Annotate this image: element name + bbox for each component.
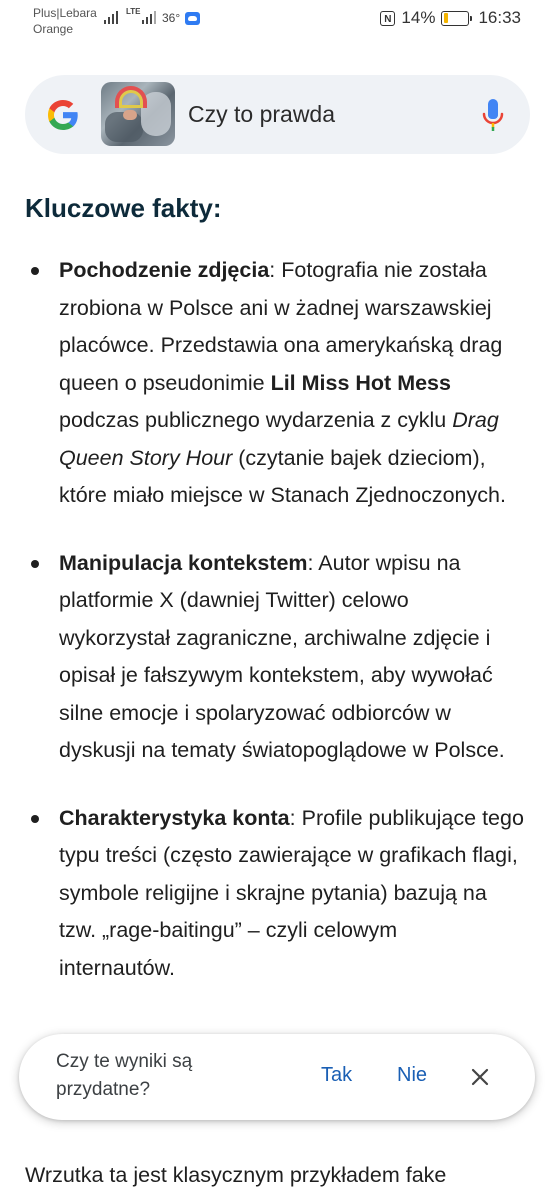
- fact-italic-title: Drag Queen Story Hour: [59, 408, 499, 470]
- status-bar: [0, 0, 554, 44]
- mic-icon[interactable]: [481, 97, 505, 133]
- bullet-icon: [31, 815, 39, 823]
- fact-bold-name: Lil Miss Hot Mess: [270, 370, 451, 395]
- section-title: Kluczowe fakty:: [25, 193, 222, 223]
- search-query[interactable]: Czy to prawda: [188, 101, 336, 127]
- article-content: [25, 190, 525, 1017]
- carrier-line-2: Orange: [33, 22, 74, 36]
- google-g-icon[interactable]: [45, 97, 81, 133]
- fact-label: Pochodzenie zdjęcia: [59, 258, 270, 282]
- feedback-no-button[interactable]: Nie: [397, 1064, 428, 1086]
- battery-icon: [441, 11, 469, 26]
- fact-text: podczas publicznego wydarzenia z cyklu: [59, 408, 453, 432]
- fact-item: [25, 800, 525, 988]
- battery-percent: 14%: [401, 8, 436, 27]
- fact-label: Manipulacja kontekstem: [59, 550, 308, 575]
- closing-paragraph: Wrzutka ta jest klasycznym przykładem fake: [25, 1163, 447, 1187]
- bullet-icon: [31, 560, 39, 568]
- nfc-icon: N: [380, 11, 395, 26]
- fact-text: (czytanie bajek dzieciom), które miało miejsce w Stanach Zjednoczonych.: [59, 445, 506, 507]
- feedback-yes-button[interactable]: Tak: [321, 1064, 353, 1086]
- fact-item: [25, 252, 525, 515]
- carrier-info: [33, 5, 97, 37]
- fact-text-hidden: internautów.: [59, 955, 175, 980]
- lte-icon: LTE: [126, 7, 141, 16]
- facts-list: [25, 252, 525, 987]
- carrier-line-1: Plus|Lebara: [33, 6, 97, 20]
- weather-cloud-icon: [185, 12, 200, 25]
- battery-fill: [444, 13, 448, 23]
- temperature: 36°: [162, 11, 181, 25]
- feedback-card: [19, 1034, 535, 1120]
- fact-text: : Fotografia nie została zrobiona w Polsce ani w żadnej warszawskiej placówce. Przedstawia ona amerykańską drag queen o pseudonimie: [59, 258, 503, 395]
- fact-text: : Autor wpisu na platformie X (dawniej Twitter) celowo wykorzystał zagraniczne, archiwalne zdjęcie i opisał je fałszywym kontekstem, aby wywołać silne emocje i spolaryzować odbiorców w dyskusji na tematy światopoglądowe w Polsce.: [59, 550, 505, 762]
- close-icon[interactable]: [471, 1068, 489, 1086]
- image-thumbnail[interactable]: [101, 82, 175, 146]
- status-right: [380, 8, 521, 28]
- fact-label: Charakterystyka konta: [59, 805, 290, 830]
- clock: 16:33: [478, 8, 521, 27]
- bullet-icon: [31, 267, 39, 275]
- feedback-question: Czy te wyniki są przydatne?: [56, 1051, 193, 1100]
- fact-text: : Profile publikujące tego typu treści (często zawierające w grafikach flagi, symbole religijne i skrajne pytania) bazują na tzw. „rage-baitingu” – czyli celowym: [59, 805, 524, 942]
- fact-item: [25, 545, 525, 770]
- search-bar[interactable]: [25, 75, 530, 154]
